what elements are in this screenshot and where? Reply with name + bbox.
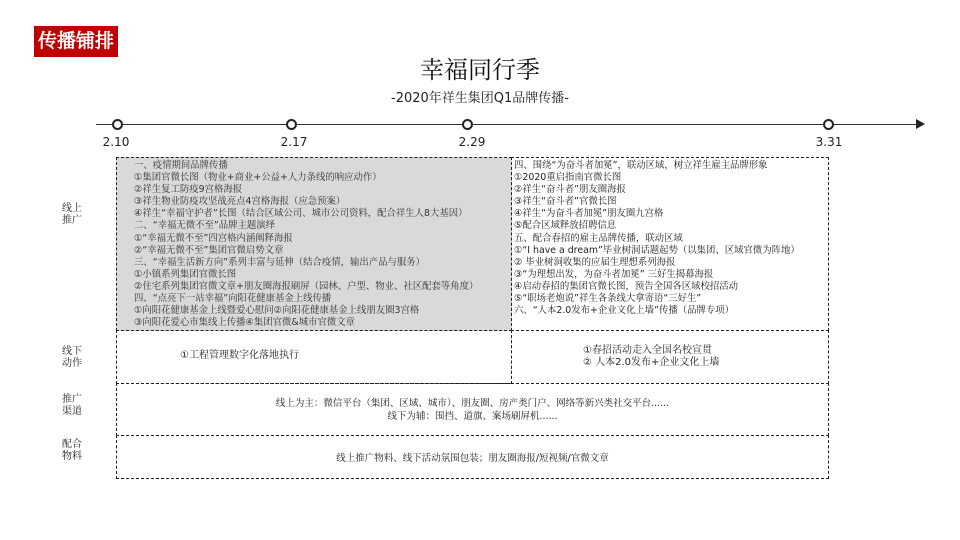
list-item: ①向阳花健康基金上线暨爱心慰问②向阳花健康基金上线朋友圈3宫格: [134, 305, 420, 317]
list-item: ④启动春招的集团官微长图，预告全国各区域校招活动: [514, 280, 739, 292]
online-right-list: [514, 160, 800, 317]
row-label-line: 渠道: [62, 406, 82, 417]
list-item: ③“为理想出发，为奋斗者加冕” 三好生揭幕海报: [514, 268, 714, 280]
list-item: ②祥生“奋斗者”朋友圈海报: [514, 184, 626, 196]
online-left-list: [134, 160, 478, 329]
offline-left-item: ①工程管理数字化落地执行: [180, 350, 299, 361]
list-item: ④祥生“为奋斗者加冕”朋友圈九宫格: [514, 208, 664, 220]
row-label-line: 物料: [62, 451, 82, 462]
list-item: 三、“幸福生活新方向”系列丰富与延伸（结合疫情，输出产品与服务）: [134, 256, 425, 268]
materials-text: 线上推广物料、线下活动氛围包装；朋友圈海报/短视频/官微文章: [336, 453, 609, 464]
list-item: 二、“幸福无微不至”品牌主题演绎: [134, 220, 275, 232]
list-item: 线下为辅：围挡、道旗、案场刷屏机......: [387, 411, 558, 422]
list-item: ⑤“职场老炮说”祥生各条线大拿寄语“三好生”: [514, 293, 702, 305]
timeline-node-icon: [286, 119, 297, 130]
timeline-node-icon: [823, 119, 834, 130]
list-item: ④祥生“幸福守护者”长图（结合区域公司、城市公司资料，配合祥生人8大基因）: [134, 208, 468, 220]
list-item: 四、“点亮下一站幸福”向阳花健康基金上线传播: [134, 293, 332, 305]
row-label-line: 推广: [62, 215, 82, 226]
offline-right-list: [583, 345, 719, 369]
timeline-label: 3.31: [815, 135, 843, 149]
list-item: ②“幸福无微不至”集团官微启势文章: [134, 244, 284, 256]
row-label-online: [62, 203, 102, 227]
list-item: ③祥生物业防疫攻坚战亮点4宫格海报（应急预案）: [134, 196, 346, 208]
page-subtitle: -2020年祥生集团Q1品牌传播-: [391, 91, 569, 106]
list-item: ①集团官微长图（物业+商业+公益+人力条线的响应动作）: [134, 172, 382, 184]
timeline-label: 2.17: [280, 135, 308, 149]
section-badge: 传播铺排: [34, 26, 118, 57]
timeline-node-icon: [112, 119, 123, 130]
list-item: ①2020重启指南官微长图: [514, 172, 622, 184]
row-label-line: 线下: [62, 346, 82, 357]
list-item: ③祥生“奋斗者”官微长图: [514, 196, 617, 208]
row-label-line: 推广: [62, 394, 82, 405]
list-item: 六、“人本2.0发布+企业文化上墙”传播（品牌专项）: [514, 305, 734, 317]
list-item: ②祥生复工防疫9宫格海报: [134, 184, 243, 196]
list-item: ①“幸福无微不至”四宫格内涵阐释海报: [134, 232, 293, 244]
list-item: ③向阳花爱心市集线上传播④集团官微&城市官微文章: [134, 317, 355, 329]
row-label-line: 动作: [62, 358, 82, 369]
row-label-offline: [62, 346, 102, 370]
page-title: 幸福同行季: [420, 56, 540, 84]
offline-left-box: [116, 330, 512, 384]
timeline-arrow-icon: [916, 119, 925, 129]
list-item: ② 毕业树洞收集的应届生理想系列海报: [514, 256, 676, 268]
channels-text: [116, 397, 829, 423]
list-item: ①春招活动走入全国名校宣贯: [583, 345, 712, 356]
list-item: 线上为主：微信平台（集团、区域、城市）、朋友圈、房产类门户、网络等新兴类社交平台......: [275, 398, 670, 409]
row-label-line: 线上: [62, 203, 82, 214]
timeline-label: 2.29: [458, 135, 486, 149]
row-label-materials: [62, 439, 102, 463]
row-label-line: 配合: [62, 439, 82, 450]
list-item: 一、疫情期间品牌传播: [134, 160, 228, 171]
row-label-channels: [62, 394, 102, 418]
timeline-label: 2.10: [102, 135, 130, 149]
list-item: 五、配合春招的雇主品牌传播，联动区域: [514, 232, 683, 244]
list-item: ⑤配合区域释放招聘信息: [514, 220, 617, 232]
timeline-node-icon: [462, 119, 473, 130]
timeline-axis: [96, 124, 922, 125]
list-item: ①小镇系列集团官微长图: [134, 268, 237, 280]
list-item: ② 人本2.0发布+企业文化上墙: [583, 357, 720, 368]
list-item: ②住宅系列集团官微文章+朋友圈海报刷屏（园林、户型、物业、社区配套等角度）: [134, 280, 479, 292]
list-item: 四、围绕“为奋斗者加冕”，联动区域，树立祥生雇主品牌形象: [514, 160, 768, 171]
list-item: ①“I have a dream”毕业树洞话题起势（以集团、区域官微为阵地）: [514, 244, 800, 256]
